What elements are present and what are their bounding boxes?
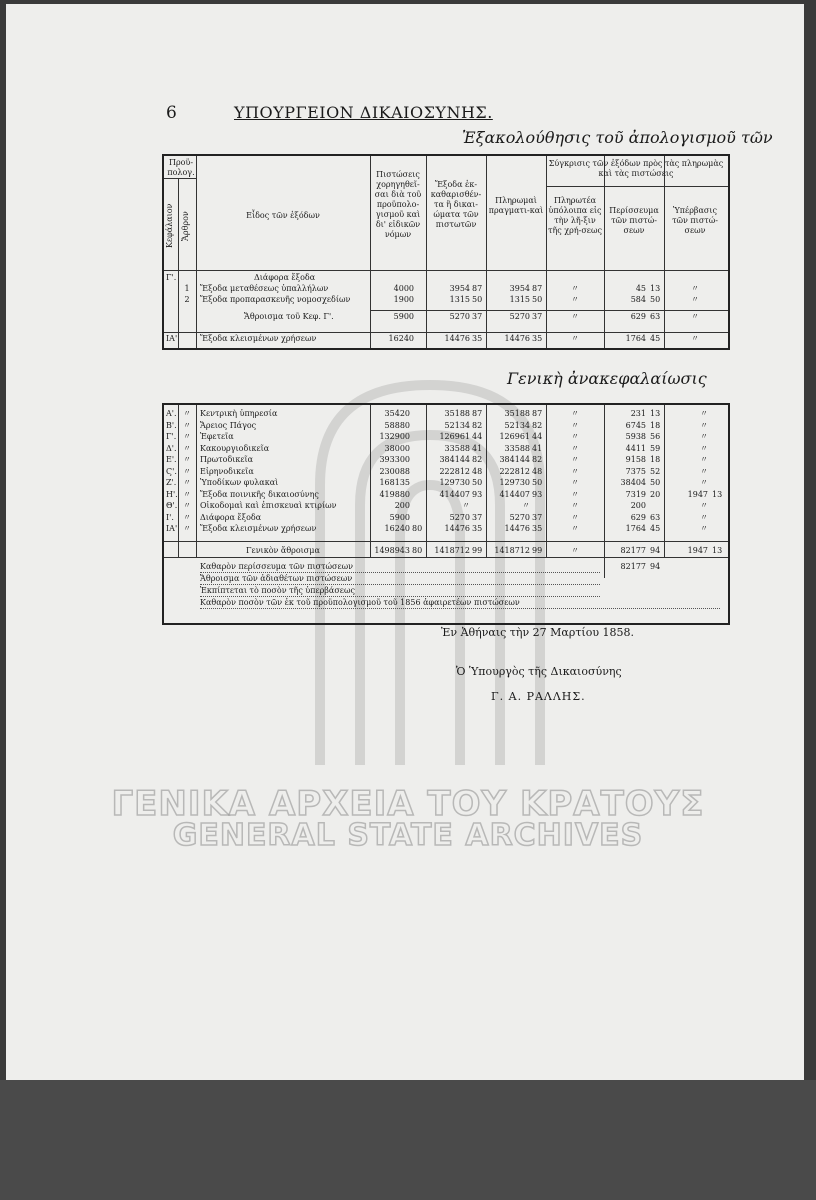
- summary-row-surplus-cents: 59: [650, 443, 661, 453]
- summary-row-excess: 〃: [700, 455, 708, 464]
- row-surplus-cents: 13: [650, 284, 661, 293]
- summary-row-outstanding: 〃: [571, 420, 579, 430]
- row-payments-cents: 87: [532, 284, 543, 293]
- summary-row-payments: 35188: [504, 409, 530, 418]
- net-summary-value-cents: 94: [650, 562, 661, 571]
- summary-row-expenses-cents: 87: [472, 409, 483, 418]
- watermark-english: GENERAL STATE ARCHIVES: [172, 818, 644, 853]
- general-summary-title: Γενικὴ ἀνακεφαλαίωσις: [507, 369, 707, 388]
- row-credits: 4000: [393, 284, 414, 293]
- summary-row-credits: 5900: [389, 512, 410, 522]
- summary-row-chapter: Ε'.: [166, 455, 177, 464]
- summary-row-surplus: 38404: [620, 478, 646, 487]
- row-surplus: 584: [630, 295, 646, 304]
- row-expenses: 5270: [449, 312, 470, 321]
- summary-row-chapter: Γ'.: [166, 432, 177, 441]
- summary-row-credits: 200: [394, 501, 410, 510]
- row-credits: 16240: [388, 334, 414, 343]
- summary-row-payments: 129730: [499, 478, 530, 487]
- summary-row-excess-cents: 13: [712, 546, 723, 555]
- summary-row-surplus: 4411: [625, 443, 646, 453]
- summary-row-credits: 230088: [379, 466, 410, 476]
- row-expenses-cents: 87: [472, 284, 483, 293]
- minister-title: Ὁ Ὑπουργὸς τῆς Δικαιοσύνης: [456, 665, 622, 678]
- signing-date: Ἐν Ἀθήναις τὴν 27 Μαρτίου 1858.: [441, 626, 635, 639]
- summary-row-payments-cents: 37: [532, 512, 543, 522]
- summary-row-expenses-cents: 82: [472, 455, 483, 464]
- summary-row-expenses-cents: 44: [472, 432, 483, 441]
- scanner-background-strip: [0, 1080, 816, 1200]
- row-excess: 〃: [691, 312, 699, 321]
- header-eidos: Εἶδος τῶν ἐξόδων: [246, 211, 320, 220]
- summary-row-article: 〃: [183, 409, 191, 418]
- summary-row-article: 〃: [183, 466, 191, 476]
- summary-row-description: Ἐφετεῖα: [200, 432, 234, 441]
- summary-row-surplus: 9158: [625, 455, 646, 464]
- row-expenses: 3954: [449, 284, 470, 293]
- summary-row-excess: 〃: [700, 478, 708, 487]
- summary-row-description: Πρωτοδικεῖα: [200, 455, 254, 464]
- summary-row-surplus: 7375: [625, 466, 646, 476]
- summary-row-expenses-cents: 93: [472, 489, 483, 499]
- row-excess: 〃: [691, 295, 699, 304]
- row-description: Ἔξοδα κλεισμένων χρήσεων: [200, 334, 317, 343]
- summary-row-surplus-cents: 18: [650, 455, 661, 464]
- row-expenses-cents: 37: [472, 312, 483, 321]
- row-payments-cents: 37: [532, 312, 543, 321]
- summary-row-credits: 16240: [384, 524, 410, 533]
- summary-row-payments: 1418712: [494, 546, 530, 555]
- summary-row-excess: 〃: [700, 409, 708, 418]
- summary-row-outstanding: 〃: [571, 524, 579, 533]
- summary-row-excess: 〃: [700, 466, 708, 476]
- row-surplus: 629: [630, 312, 646, 321]
- summary-row-payments-cents: 82: [532, 455, 543, 464]
- page-number: 6: [166, 103, 177, 123]
- summary-row-expenses: 14476: [444, 524, 470, 533]
- summary-row-payments: 52134: [504, 420, 530, 430]
- summary-row-credits: 38000: [384, 443, 410, 453]
- summary-row-expenses-cents: 99: [472, 546, 483, 555]
- row-surplus: 45: [635, 284, 646, 293]
- net-summary-label: Ἄθροισμα τῶν ἀδιαθέτων πιστώσεων: [200, 574, 600, 585]
- summary-row-surplus-cents: 45: [650, 524, 661, 533]
- summary-row-outstanding: 〃: [571, 512, 579, 522]
- summary-row-surplus: 629: [630, 512, 646, 522]
- net-summary-value: 82177: [620, 562, 646, 571]
- summary-row-outstanding: 〃: [571, 489, 579, 499]
- summary-row-article: 〃: [183, 443, 191, 453]
- net-summary-label: Ἐκπίπτεται τὸ ποσὸν τῆς ὑπερβάσεως: [200, 586, 600, 597]
- row-description: Ἄθροισμα τοῦ Κεφ. Γ'.: [244, 312, 334, 321]
- summary-row-expenses-cents: 50: [472, 478, 483, 487]
- summary-row-article: 〃: [183, 501, 191, 510]
- summary-row-excess-cents: 13: [712, 489, 723, 499]
- account-table-continuation: [162, 154, 730, 350]
- summary-row-credits: 419880: [379, 489, 410, 499]
- summary-row-surplus-cents: 63: [650, 512, 661, 522]
- summary-row-description: Ἔξοδα κλεισμένων χρήσεων: [200, 524, 317, 533]
- summary-row-expenses: 126961: [439, 432, 470, 441]
- summary-row-surplus: 1764: [625, 524, 646, 533]
- summary-row-description: Ἔξοδα ποινικῆς δικαιοσύνης: [200, 489, 319, 499]
- summary-row-outstanding: 〃: [571, 432, 579, 441]
- row-payments: 14476: [504, 334, 530, 343]
- summary-row-payments-cents: 48: [532, 466, 543, 476]
- summary-row-payments-cents: 41: [532, 443, 543, 453]
- row-excess: 〃: [691, 334, 699, 343]
- row-outstanding: 〃: [571, 295, 579, 304]
- summary-row-credits: 35420: [384, 409, 410, 418]
- summary-row-expenses: 5270: [449, 512, 470, 522]
- row-surplus-cents: 50: [650, 295, 661, 304]
- summary-row-surplus-cents: 94: [650, 546, 661, 555]
- row-outstanding: 〃: [571, 284, 579, 293]
- summary-row-article: 〃: [183, 489, 191, 499]
- summary-row-chapter: Ι'.: [166, 512, 174, 522]
- row-surplus-cents: 63: [650, 312, 661, 321]
- summary-row-payments-cents: 50: [532, 478, 543, 487]
- summary-row-expenses: 52134: [444, 420, 470, 430]
- row-payments: 3954: [509, 284, 530, 293]
- row-description: Ἔξοδα προπαρασκευῆς νομοσχεδίων: [200, 295, 351, 304]
- summary-row-surplus-cents: 20: [650, 489, 661, 499]
- summary-row-payments-cents: 99: [532, 546, 543, 555]
- summary-row-excess: 〃: [700, 432, 708, 441]
- row-expenses: 1315: [449, 295, 470, 304]
- running-title: ΥΠΟΥΡΓΕΙΟΝ ΔΙΚΑΙΟΣΥΝΗΣ.: [234, 103, 493, 122]
- summary-row-expenses-cents: 82: [472, 420, 483, 430]
- minister-signature: Γ. Α. ΡΑΛΛΗΣ.: [491, 690, 586, 703]
- summary-row-description: Κεντρικὴ ὑπηρεσία: [200, 409, 278, 418]
- summary-row-article: 〃: [183, 432, 191, 441]
- continuation-subtitle: Ἐξακολούθησις τοῦ ἀπολογισμοῦ τῶν: [462, 128, 773, 147]
- summary-row-expenses-cents: 41: [472, 443, 483, 453]
- summary-row-chapter: Ζ'.: [166, 478, 177, 487]
- summary-row-surplus-cents: 18: [650, 420, 661, 430]
- summary-row-expenses: 35188: [444, 409, 470, 418]
- summary-row-excess: 〃: [700, 501, 708, 510]
- summary-row-surplus: 5938: [625, 432, 646, 441]
- row-credits: 5900: [393, 312, 414, 321]
- summary-row-surplus-cents: 52: [650, 466, 661, 476]
- summary-row-surplus: 6745: [625, 420, 646, 430]
- row-surplus-cents: 45: [650, 334, 661, 343]
- summary-row-credits-cents: 80: [412, 524, 423, 533]
- row-payments: 1315: [509, 295, 530, 304]
- summary-row-description: Ὑποδίκων φυλακαὶ: [200, 478, 279, 487]
- summary-row-excess: 〃: [700, 512, 708, 522]
- summary-row-payments: 222812: [499, 466, 530, 476]
- summary-row-description: Εἰρηνοδικεῖα: [200, 466, 254, 476]
- row-excess: 〃: [691, 284, 699, 293]
- summary-row-payments: 5270: [509, 512, 530, 522]
- summary-row-credits: 1498943: [374, 546, 410, 555]
- row-outstanding: 〃: [571, 312, 579, 321]
- summary-row-credits: 168135: [379, 478, 410, 487]
- header-sygkrisis: Σύγκρισις τῶν ἐξόδων πρὸς τὰς πληρωμὰς καὶ τὰς πιστώσεις: [548, 159, 724, 178]
- header-perisseuma: Περίσσευμα τῶν πιστώ-σεων: [609, 206, 659, 235]
- row-payments: 5270: [509, 312, 530, 321]
- summary-row-article: 〃: [183, 420, 191, 430]
- summary-row-surplus: 200: [630, 501, 646, 510]
- summary-row-payments: 414407: [499, 489, 530, 499]
- header-pistoseis: Πιστώσεις χορηγηθεῖ-σαι διὰ τοῦ προϋπολο-γισμοῦ καὶ δι' εἰδικῶν νόμων: [374, 170, 422, 239]
- summary-row-credits-cents: 80: [412, 546, 423, 555]
- summary-row-surplus-cents: 56: [650, 432, 661, 441]
- summary-row-outstanding: 〃: [571, 501, 579, 510]
- summary-row-outstanding: 〃: [571, 466, 579, 476]
- summary-row-payments: 126961: [499, 432, 530, 441]
- summary-row-chapter: Β'.: [166, 420, 177, 430]
- summary-row-surplus: 231: [630, 409, 646, 418]
- summary-row-description: Γενικὸν ἄθροισμα: [246, 546, 320, 555]
- summary-row-surplus-cents: 13: [650, 409, 661, 418]
- row-payments-cents: 35: [532, 334, 543, 343]
- summary-row-outstanding: 〃: [571, 409, 579, 418]
- summary-row-chapter: ΙΑ': [166, 524, 178, 533]
- summary-row-expenses: 222812: [439, 466, 470, 476]
- summary-row-expenses: 414407: [439, 489, 470, 499]
- header-kefalaion: Κεφάλαιον: [165, 203, 174, 249]
- summary-row-excess: 1947: [687, 546, 708, 555]
- header-proupologismos: Προϋ-πολογ.: [167, 158, 195, 177]
- net-summary-label: Καθαρὸν περίσσευμα τῶν πιστώσεων: [200, 562, 600, 573]
- summary-row-credits: 132900: [379, 432, 410, 441]
- summary-row-expenses-cents: 37: [472, 512, 483, 522]
- summary-row-expenses-cents: 35: [472, 524, 483, 533]
- summary-row-payments-cents: 35: [532, 524, 543, 533]
- row-description: Διάφορα ἔξοδα: [254, 273, 316, 282]
- summary-row-credits: 58880: [384, 420, 410, 430]
- summary-row-article: 〃: [183, 478, 191, 487]
- summary-row-surplus-cents: 50: [650, 478, 661, 487]
- summary-row-payments: 14476: [504, 524, 530, 533]
- summary-row-outstanding: 〃: [571, 455, 579, 464]
- summary-row-article: 〃: [183, 512, 191, 522]
- summary-row-article: 〃: [183, 524, 191, 533]
- summary-row-expenses-cents: 48: [472, 466, 483, 476]
- summary-row-outstanding: 〃: [571, 546, 579, 555]
- summary-row-payments-cents: 82: [532, 420, 543, 430]
- general-summary-table: [162, 403, 730, 625]
- summary-row-expenses: 1418712: [434, 546, 470, 555]
- summary-row-excess: 〃: [700, 524, 708, 533]
- row-outstanding: 〃: [571, 334, 579, 343]
- row-chapter: Γ'.: [166, 273, 177, 282]
- summary-row-credits: 393300: [379, 455, 410, 464]
- row-surplus: 1764: [625, 334, 646, 343]
- summary-row-expenses: 384144: [439, 455, 470, 464]
- header-arthron: Ἄρθρον: [181, 211, 190, 241]
- summary-row-payments: 384144: [499, 455, 530, 464]
- summary-row-expenses: 〃: [462, 501, 470, 510]
- summary-row-expenses: 33588: [444, 443, 470, 453]
- net-summary-label: Καθαρὸν ποσὸν τῶν ἐκ τοῦ προϋπολογισμοῦ τοῦ 1856 ἀφαιρετέων πιστώσεων: [200, 598, 720, 609]
- summary-row-payments-cents: 93: [532, 489, 543, 499]
- summary-row-chapter: Θ'.: [166, 501, 178, 510]
- summary-row-chapter: Α'.: [166, 409, 177, 418]
- row-payments-cents: 50: [532, 295, 543, 304]
- summary-row-chapter: Δ'.: [166, 443, 177, 453]
- row-article: 2: [184, 295, 190, 304]
- summary-row-description: Κακουργιοδικεῖα: [200, 443, 270, 453]
- row-expenses-cents: 50: [472, 295, 483, 304]
- row-chapter: ΙΑ': [166, 334, 178, 343]
- row-description: Ἔξοδα μεταθέσεως ὑπαλλήλων: [200, 284, 329, 293]
- summary-row-description: Διάφορα ἔξοδα: [200, 512, 262, 522]
- summary-row-payments-cents: 44: [532, 432, 543, 441]
- summary-row-excess: 〃: [700, 420, 708, 430]
- header-exoda: Ἔξοδα ἐκ-καθαρισθέν-τα ἢ δικαι-ώματα τῶν πιστωτῶν: [430, 180, 482, 229]
- header-yperbasis: Ὑπέρβασις τῶν πιστώ-σεων: [672, 206, 718, 235]
- summary-row-payments-cents: 87: [532, 409, 543, 418]
- summary-row-description: Ἄρειος Πάγος: [200, 420, 257, 430]
- summary-row-outstanding: 〃: [571, 443, 579, 453]
- header-plirotea: Πληρωτέα ὑπόλοιπα εἰς τὴν λῆ-ξιν τῆς χρή-σεως: [548, 196, 602, 235]
- row-expenses-cents: 35: [472, 334, 483, 343]
- summary-row-expenses: 129730: [439, 478, 470, 487]
- summary-row-surplus: 7319: [625, 489, 646, 499]
- summary-row-chapter: Η'.: [166, 489, 178, 499]
- summary-row-excess: 1947: [687, 489, 708, 499]
- summary-row-payments: 〃: [522, 501, 530, 510]
- header-pliromai: Πληρωμαὶ πραγματι-καὶ: [488, 196, 544, 215]
- row-expenses: 14476: [444, 334, 470, 343]
- summary-row-chapter: Ϛ'.: [166, 466, 177, 476]
- summary-row-excess: 〃: [700, 443, 708, 453]
- summary-row-surplus: 82177: [620, 546, 646, 555]
- row-article: 1: [184, 284, 190, 293]
- summary-row-article: 〃: [183, 455, 191, 464]
- summary-row-payments: 33588: [504, 443, 530, 453]
- watermark-greek: ΓΕΝΙΚΑ ΑΡΧΕΙΑ ΤΟΥ ΚΡΑΤΟΥΣ: [111, 784, 705, 824]
- row-credits: 1900: [393, 295, 414, 304]
- summary-row-outstanding: 〃: [571, 478, 579, 487]
- summary-row-description: Οἰκοδομαὶ καὶ ἐπισκευαὶ κτιρίων: [200, 501, 337, 510]
